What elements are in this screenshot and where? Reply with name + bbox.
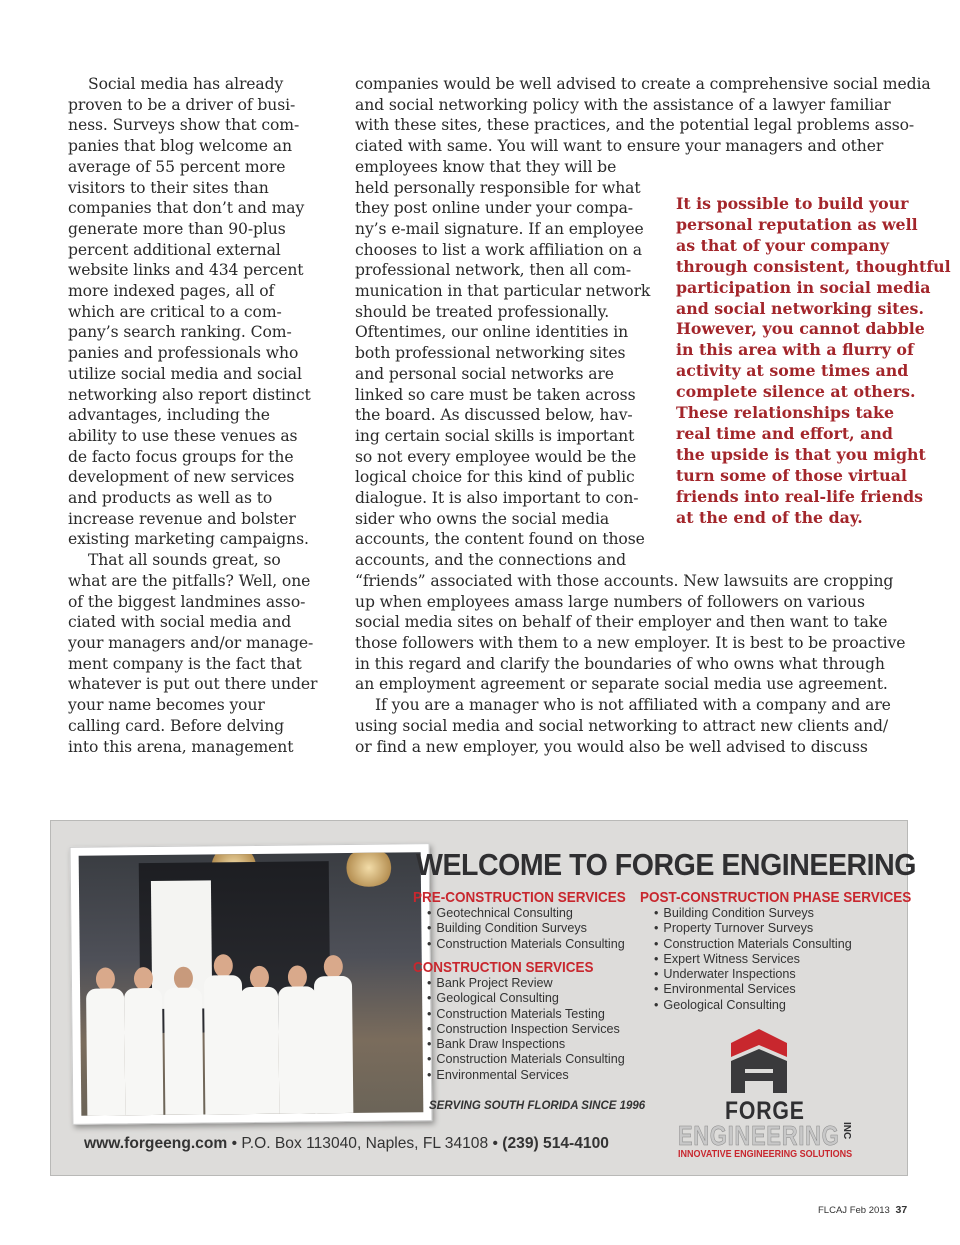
text-line: However, you cannot dabble [676,319,925,339]
text-line: whatever is put out there under [68,675,318,694]
service-item: • Construction Materials Testing [427,1007,625,1022]
text-line: your managers and/or manage- [68,633,314,652]
text-line: your name becomes your [68,696,265,715]
text-line: professional network, then all com- [355,261,632,280]
logo-inc-text: INC [841,1122,852,1140]
text-line: as that of your company [676,235,890,255]
text-line: participation in social media [676,277,931,297]
service-item: • Environmental Services [654,982,852,997]
text-line: panies and professionals who [68,344,299,363]
team-photo [70,843,433,1125]
text-line: so not every employee would be the [355,447,637,466]
logo-tagline: INNOVATIVE ENGINEERING SOLUTIONS [678,1149,853,1160]
post-construction-list [654,906,852,1013]
service-item: • Property Turnover Surveys [654,921,852,936]
text-line: If you are a manager who is not affiliated with a company and are [375,696,891,715]
text-line: Social media has already [88,75,284,93]
page-footer [818,1204,907,1216]
text-line: real time and effort, and [676,423,893,443]
text-line: munication in that particular network [355,282,651,301]
text-line: of the biggest landmines asso- [68,592,306,611]
service-item: • Construction Materials Consulting [654,937,852,952]
forge-engineering-ad [50,820,916,1176]
text-line: the board. As discussed below, hav- [355,406,633,425]
text-line: networking also report distinct [68,385,311,404]
text-line: ciated with same. You will want to ensure your managers and other [355,137,884,156]
text-line: social media sites on behalf of their employer and then want to take [355,613,888,632]
website-link[interactable]: www.forgeeng.com [84,1135,228,1152]
text-line: in this regard and clarify the boundaries of who owns what through [355,654,885,673]
phone-number: (239) 514-4100 [502,1135,609,1152]
text-line: That all sounds great, so [88,551,281,570]
service-item: • Geological Consulting [427,991,625,1006]
text-line: ciated with social media and [68,613,292,632]
text-line: what are the pitfalls? Well, one [68,571,311,590]
text-line: “friends” associated with those accounts. New lawsuits are cropping [355,571,894,590]
text-line: through consistent, thoughtful [676,256,951,276]
text-line: calling card. Before delving [68,716,285,735]
text-line: increase revenue and bolster [68,509,296,528]
forge-logo [673,1027,873,1160]
pull-quote [676,194,951,529]
logo-engineering-text: ENGINEERING [678,1120,840,1151]
contact-line [84,1135,609,1153]
post-construction-heading: POST-CONSTRUCTION PHASE SERVICES [640,889,912,906]
text-line: proven to be a driver of busi- [68,95,296,114]
text-line: generate more than 90-plus [68,219,286,238]
service-item: • Building Condition Surveys [427,921,625,936]
text-line: ment company is the fact that [68,654,302,673]
pre-construction-list [427,906,625,952]
text-line: complete silence at others. [676,382,916,402]
text-line: pany’s search ranking. Com- [68,323,292,342]
text-line: which are critical to a com- [68,302,282,321]
text-line: they post online under your compa- [355,199,633,218]
ad-title: WELCOME TO FORGE ENGINEERING [416,847,916,882]
address: • P.O. Box 113040, Naples, FL 34108 • [227,1135,503,1152]
text-line: held personally responsible for what [355,178,641,197]
service-item: • Construction Inspection Services [427,1022,625,1037]
text-line: Oftentimes, our online identities in [355,323,629,342]
text-line: panies that blog welcome an [68,137,292,156]
text-line: existing marketing campaigns. [68,530,309,549]
service-item: • Expert Witness Services [654,952,852,967]
text-line: It is possible to build your [676,194,909,213]
text-line: using social media and social networking to attract new clients and/ [355,716,889,735]
pre-construction-heading: PRE-CONSTRUCTION SERVICES [413,889,626,906]
text-line: utilize social media and social [68,364,302,383]
text-line: or find a new employer, you would also be well advised to discuss [355,737,868,756]
service-item: • Building Condition Surveys [654,906,852,921]
service-item: • Bank Draw Inspections [427,1037,625,1052]
text-line: dialogue. It is also important to con- [355,489,639,508]
text-line: accounts, the content found on those [355,530,645,549]
service-item: • Environmental Services [427,1068,625,1083]
text-line: linked so care must be taken across [355,385,636,404]
publication-name: FLCAJ [818,1205,848,1216]
service-item: • Construction Materials Consulting [427,1052,625,1067]
construction-heading: CONSTRUCTION SERVICES [413,959,594,976]
text-line: companies that don’t and may [68,199,305,218]
text-line: turn some of those virtual [676,465,907,485]
text-line: and social networking sites. [676,298,924,318]
text-line: more indexed pages, all of [68,282,275,301]
text-line: personal reputation as well [676,214,918,234]
service-item: • Underwater Inspections [654,967,852,982]
text-line: ness. Surveys show that com- [68,116,300,135]
forge-logo-mark-icon [673,1027,873,1099]
text-line: percent additional external [68,240,281,259]
text-line: development of new services [68,468,295,487]
logo-forge-text: FORGE [725,1097,805,1125]
text-line: accounts, and the connections and [355,551,627,570]
text-line: chooses to list a work affiliation on a [355,240,642,259]
text-line: sider who owns the social media [355,509,610,528]
text-line: in this area with a flurry of [676,340,914,360]
service-item: • Construction Materials Consulting [427,937,625,952]
text-line: de facto focus groups for the [68,447,294,466]
text-line: logical choice for this kind of public [355,468,635,487]
ad-tagline: SERVING SOUTH FLORIDA SINCE 1996 [429,1100,646,1112]
text-line: activity at some times and [676,361,909,381]
text-line: visitors to their sites than [68,178,269,197]
issue-date: Feb 2013 [849,1205,890,1216]
construction-list [427,976,625,1083]
service-item: • Geotechnical Consulting [427,906,625,921]
text-line: and products as well as to [68,489,273,508]
text-line: into this arena, management [68,737,294,756]
text-line: These relationships take [676,403,895,423]
text-line: ny’s e-mail signature. If an employee [355,219,644,238]
article-column-1 [68,74,318,757]
text-line: employees know that they will be [355,157,617,176]
text-line: both professional networking sites [355,344,626,363]
text-line: ability to use these venues as [68,426,298,445]
text-line: ing certain social skills is important [355,426,635,445]
text-line: average of 55 percent more [68,157,286,176]
text-line: those followers with them to a new employer. It is best to be proactive [355,633,906,652]
text-line: website links and 434 percent [68,261,304,280]
text-line: advantages, including the [68,406,270,425]
text-line: and social networking policy with the assistance of a lawyer familiar [355,95,891,114]
page-number: 37 [895,1204,908,1216]
text-line: with these sites, these practices, and the potential legal problems asso- [355,116,915,135]
text-line: and personal social networks are [355,364,614,383]
text-line: at the end of the day. [676,507,863,527]
text-line: up when employees amass large numbers of followers on various [355,592,865,611]
text-line: should be treated professionally. [355,302,610,321]
text-line: friends into real-life friends [676,486,924,506]
service-item: • Geological Consulting [654,998,852,1013]
text-line: an employment agreement or separate social media use agreement. [355,675,888,694]
service-item: • Bank Project Review [427,976,625,991]
text-line: companies would be well advised to create a comprehensive social media [355,75,931,93]
text-line: the upside is that you might [676,444,926,464]
